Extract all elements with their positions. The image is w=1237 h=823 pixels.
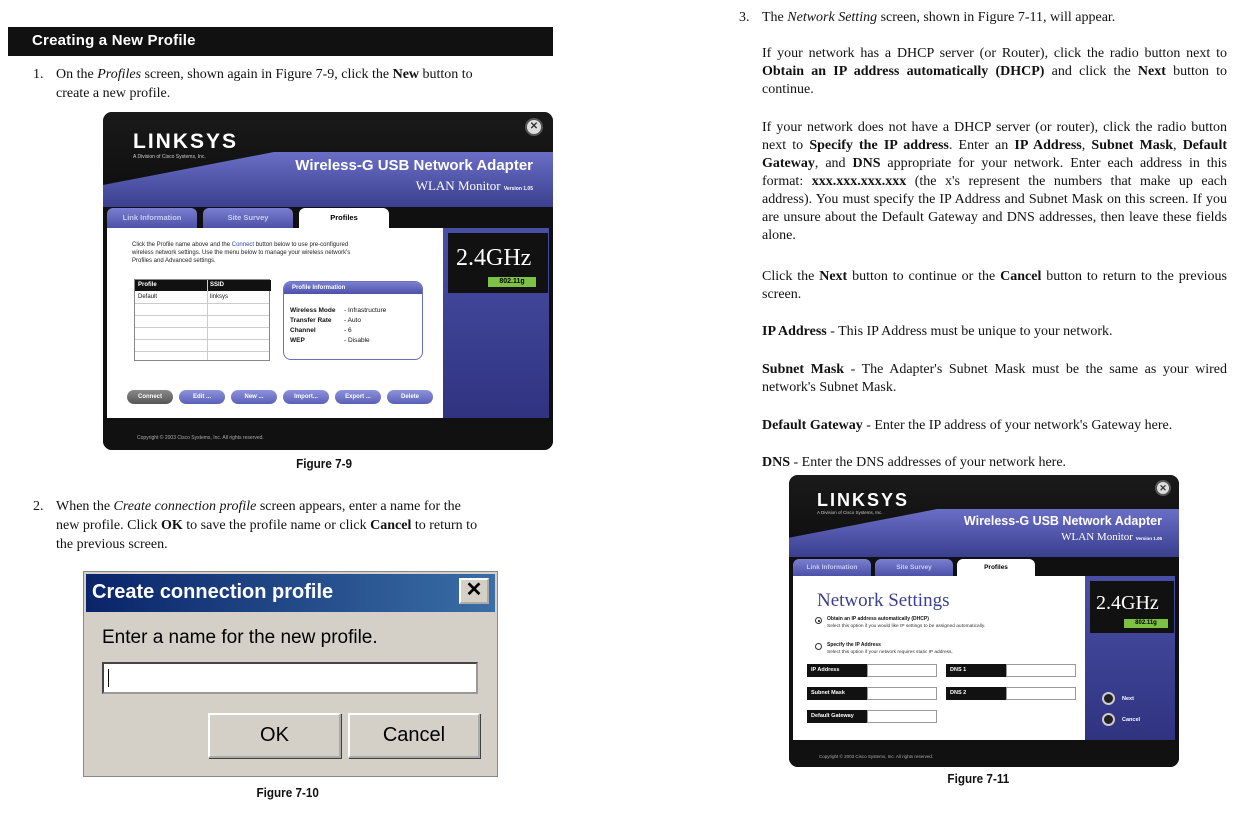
- info-value: - 6: [344, 327, 352, 334]
- text-run: IP Address: [762, 324, 827, 339]
- text-run: button to continue.: [762, 64, 1228, 97]
- option-dhcp-label: Obtain an IP address automatically (DHCP): [827, 616, 929, 622]
- text-run: screen, shown again in Figure 7-9, click the: [141, 67, 393, 82]
- step-number: 1.: [33, 67, 44, 82]
- tab-link-information[interactable]: Link Information: [793, 559, 871, 576]
- monitor-text: WLAN Monitor: [415, 178, 501, 193]
- text-run: - Enter the IP address of your network's Gateway here.: [862, 418, 1173, 433]
- close-icon[interactable]: ✕: [1155, 480, 1171, 496]
- subnet-mask-label: Subnet Mask: [807, 687, 867, 700]
- text-run: screen, shown in Figure 7-11, will appear.: [877, 10, 1116, 25]
- step-number: 3.: [739, 10, 750, 25]
- monitor-label: [416, 178, 533, 194]
- text-run: Profiles: [97, 67, 142, 82]
- dns2-label: DNS 2: [946, 687, 1006, 700]
- frequency-badge: [1090, 581, 1174, 633]
- text-run: Click the Profile name above and the: [132, 242, 232, 248]
- connect-link: Connect: [231, 242, 255, 248]
- cancel-label: Cancel: [1122, 717, 1141, 723]
- standard-badge: 802.11g: [1124, 619, 1168, 628]
- step-3: [739, 8, 1227, 28]
- linksys-logo: LINKSYS: [133, 130, 239, 153]
- info-key: Transfer Rate: [290, 317, 332, 324]
- text-run: Click the: [762, 269, 820, 284]
- edit-button[interactable]: Edit ...: [179, 390, 225, 404]
- dns2-field[interactable]: [1006, 687, 1076, 700]
- step-number: 2.: [33, 499, 44, 514]
- step-1: [33, 65, 553, 105]
- info-row-wep: [290, 336, 370, 345]
- text-run: button below to use pre-configured: [254, 242, 349, 248]
- section-title: Creating a New Profile: [32, 32, 196, 49]
- row-divider: [135, 351, 269, 352]
- step-3-line: [762, 8, 1115, 27]
- text-run: Next: [819, 269, 848, 284]
- text-run: Next: [1137, 64, 1166, 79]
- text-run: When the: [56, 499, 114, 514]
- monitor-text: WLAN Monitor: [1061, 531, 1133, 543]
- subnet-mask-field[interactable]: [867, 687, 937, 700]
- step-2: [33, 497, 553, 557]
- profiles-intro: [132, 241, 350, 265]
- profiles-panel: [107, 228, 443, 418]
- profile-table: [134, 279, 270, 361]
- column-divider: [207, 280, 208, 360]
- linksys-logo: LINKSYS: [817, 490, 910, 510]
- figure-caption: Figure 7-11: [947, 771, 1010, 786]
- text-run: appropriate for your network. Enter each address in this format:: [762, 156, 1228, 189]
- close-icon[interactable]: ✕: [459, 578, 489, 604]
- logo-subtitle: A Division of Cisco Systems, Inc.: [133, 154, 206, 160]
- paragraph-subnet-mask: [762, 361, 1227, 397]
- create-profile-dialog: [83, 571, 498, 777]
- dialog-title-bar: [86, 574, 495, 612]
- tab-profiles[interactable]: Profiles: [957, 559, 1035, 576]
- text-run: button to return to the previous screen.: [762, 269, 1227, 302]
- text-run: ,: [1173, 138, 1183, 153]
- logo-subtitle: A Division of Cisco Systems, Inc.: [817, 510, 883, 515]
- info-row-channel: [290, 326, 352, 335]
- column-header-ssid: SSID: [207, 280, 271, 291]
- text-run: If your network does not have a DHCP server (or router), click the radio button next to: [762, 120, 1227, 153]
- text-run: Subnet Mask: [762, 362, 845, 377]
- linksys-profiles-window: [103, 112, 553, 450]
- next-label: Next: [1122, 696, 1134, 702]
- tab-link-information[interactable]: Link Information: [107, 208, 197, 228]
- row-divider: [135, 303, 269, 304]
- export-button[interactable]: Export ...: [335, 390, 381, 404]
- text-run: DNS: [852, 156, 881, 171]
- text-run: Default Gateway: [762, 138, 1228, 171]
- cancel-button[interactable]: [1102, 713, 1115, 726]
- text-run: Profiles and Advanced settings.: [132, 258, 216, 264]
- text-run: (the x's represent the numbers that make up each address). You must specify the IP Address and Subnet Mask on this screen. If you are unsure about the Default Gateway and DNS addresses, then leave these fields alone.: [762, 174, 1228, 243]
- text-run: to save the profile name or click: [182, 518, 371, 533]
- dns1-field[interactable]: [1006, 664, 1076, 677]
- import-button[interactable]: Import...: [283, 390, 329, 404]
- default-gateway-label: Default Gateway: [807, 710, 867, 723]
- delete-button[interactable]: Delete: [387, 390, 433, 404]
- default-gateway-field[interactable]: [867, 710, 937, 723]
- step-1-line-1: [56, 65, 473, 84]
- info-row-transfer-rate: [290, 316, 361, 325]
- text-run: . Enter an: [948, 138, 1015, 153]
- profile-info-title: Profile Information: [284, 282, 422, 294]
- table-cell-ssid[interactable]: linksys: [210, 294, 229, 300]
- dns1-label: DNS 1: [946, 664, 1006, 677]
- text-run: Cancel: [370, 518, 412, 533]
- text-run: Network Setting: [787, 10, 878, 25]
- ip-address-field[interactable]: [867, 664, 937, 677]
- frequency-badge: [448, 233, 548, 293]
- text-run: to return to: [411, 518, 478, 533]
- row-divider: [135, 315, 269, 316]
- network-settings-heading: Network Settings: [817, 590, 950, 611]
- step-2-line-1: [56, 497, 461, 516]
- text-run: IP Address: [1014, 138, 1082, 153]
- info-value: - Infrastructure: [344, 307, 387, 314]
- text-run: button to continue or the: [847, 269, 1001, 284]
- version-label: Version 1.05: [1135, 536, 1162, 541]
- text-run: Cancel: [1000, 269, 1042, 284]
- version-label: Version 1.05: [503, 186, 533, 192]
- text-run: If your network has a DHCP server (or Router), click the radio button next to: [762, 46, 1227, 61]
- next-button[interactable]: [1102, 692, 1115, 705]
- standard-badge: 802.11g: [488, 277, 536, 287]
- step-1-line-2: create a new profile.: [56, 86, 171, 101]
- text-run: xxx.xxx.xxx.xxx: [811, 174, 907, 189]
- text-run: ,: [1081, 138, 1092, 153]
- profile-information-box: [283, 281, 423, 360]
- figure-caption: Figure 7-10: [256, 785, 319, 800]
- text-run: - This IP Address must be unique to your network.: [826, 324, 1113, 339]
- option-static-label: Specify the IP Address: [827, 642, 881, 648]
- step-2-line-3: the previous screen.: [56, 537, 168, 552]
- new-button[interactable]: New ...: [231, 390, 277, 404]
- network-settings-panel: [793, 576, 1085, 740]
- monitor-label: [1061, 531, 1162, 543]
- text-run: screen appears, enter a name for the: [256, 499, 461, 514]
- text-run: Default Gateway: [762, 418, 863, 433]
- text-run: - Enter the DNS addresses of your network here.: [790, 455, 1067, 470]
- radio-static-ip[interactable]: [815, 643, 822, 650]
- dialog-title: Create connection profile: [92, 581, 334, 603]
- paragraph-ip-address: [762, 323, 1227, 341]
- info-row-wireless-mode: [290, 306, 386, 315]
- column-header-profile: Profile: [135, 280, 207, 291]
- text-run: , and: [814, 156, 853, 171]
- text-run: - The Adapter's Subnet Mask must be the same as your wired network's Subnet Mask.: [762, 362, 1228, 395]
- option-dhcp-description: Select this option if you would like IP settings to be assigned automatically.: [827, 624, 986, 629]
- product-title: Wireless-G USB Network Adapter: [295, 157, 533, 174]
- table-cell-profile[interactable]: Default: [138, 294, 158, 300]
- cancel-button[interactable]: Cancel: [348, 713, 480, 758]
- close-icon[interactable]: ✕: [525, 118, 543, 136]
- text-run: new profile. Click: [56, 518, 161, 533]
- tab-site-survey[interactable]: Site Survey: [875, 559, 953, 576]
- info-key: WEP: [290, 337, 305, 344]
- text-run: The: [762, 10, 788, 25]
- ip-address-label: IP Address: [807, 664, 867, 677]
- info-value: - Disable: [344, 337, 370, 344]
- text-run: On the: [56, 67, 98, 82]
- tab-site-survey[interactable]: Site Survey: [203, 208, 293, 228]
- paragraph-default-gateway: [762, 417, 1227, 435]
- text-run: Specify the IP address: [809, 138, 949, 153]
- section-header: [8, 27, 553, 56]
- info-value: - Auto: [344, 317, 361, 324]
- figure-caption: Figure 7-9: [296, 456, 353, 471]
- copyright-footer: Copyright © 2003 Cisco Systems, Inc. All rights reserved.: [103, 422, 553, 450]
- row-divider: [135, 339, 269, 340]
- connect-button[interactable]: Connect: [127, 390, 173, 404]
- copyright-footer: Copyright © 2003 Cisco Systems, Inc. All rights reserved.: [789, 743, 1179, 767]
- step-2-line-2: [56, 516, 477, 535]
- text-run: Obtain an IP address automatically (DHCP): [762, 64, 1045, 79]
- info-key: Channel: [290, 327, 316, 334]
- info-key: Wireless Mode: [290, 307, 336, 314]
- text-run: Subnet Mask: [1091, 138, 1174, 153]
- dialog-message: Enter a name for the new profile.: [102, 627, 378, 648]
- text-run: and click the: [1044, 64, 1138, 79]
- ghz-label: 2.4GHz: [456, 245, 532, 271]
- ghz-label: 2.4GHz: [1096, 592, 1159, 614]
- paragraph-dhcp: [762, 45, 1227, 99]
- text-caret: [108, 669, 109, 687]
- option-static-description: Select this option if your network requires static IP address.: [827, 650, 953, 655]
- text-run: Create connection profile: [113, 499, 257, 514]
- product-title: Wireless-G USB Network Adapter: [963, 514, 1162, 528]
- text-run: DNS: [762, 455, 791, 470]
- radio-dhcp[interactable]: [815, 617, 822, 624]
- text-run: New: [392, 67, 420, 82]
- paragraph-dns: [762, 454, 1227, 472]
- paragraph-next-cancel: [762, 268, 1227, 304]
- paragraph-static-ip: [762, 119, 1227, 245]
- linksys-network-settings-window: [789, 475, 1179, 767]
- ok-button[interactable]: OK: [208, 713, 341, 758]
- row-divider: [135, 327, 269, 328]
- text-run: wireless network settings. Use the menu below to manage your wireless network's: [132, 250, 351, 256]
- profile-name-input[interactable]: [102, 662, 478, 694]
- tab-profiles[interactable]: Profiles: [299, 208, 389, 228]
- text-run: OK: [160, 518, 183, 533]
- text-run: button to: [419, 67, 473, 82]
